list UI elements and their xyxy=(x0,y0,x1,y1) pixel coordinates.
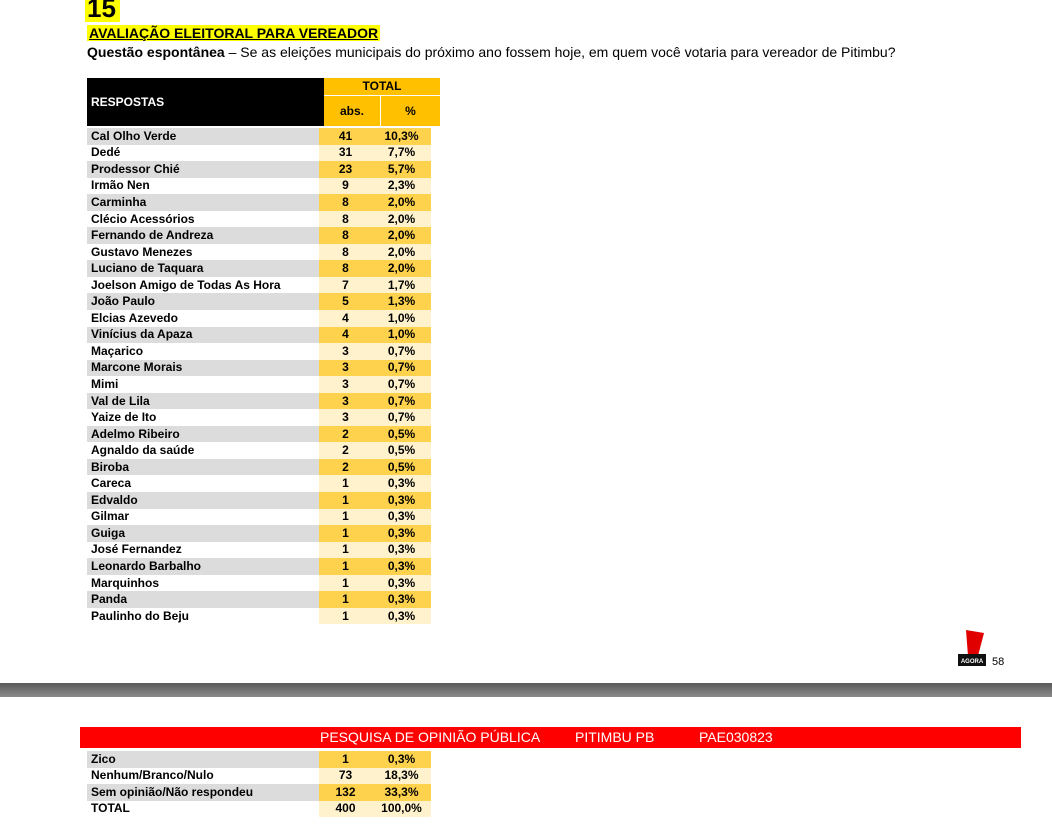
table-row xyxy=(87,525,431,542)
row-name: Agnaldo da saúde xyxy=(87,442,319,459)
row-abs: 8 xyxy=(319,227,372,244)
table-row xyxy=(87,310,431,327)
row-pct: 0,5% xyxy=(372,442,431,459)
row-name: Fernando de Andreza xyxy=(87,227,319,244)
row-name: Dedé xyxy=(87,145,319,162)
table-row xyxy=(87,575,431,592)
table-row xyxy=(87,211,431,228)
row-abs: 4 xyxy=(319,327,372,344)
row-name: Mimi xyxy=(87,376,319,393)
row-pct: 2,0% xyxy=(372,194,431,211)
row-abs: 41 xyxy=(319,128,372,145)
row-pct: 100,0% xyxy=(372,801,431,818)
row-name: Yaize de Ito xyxy=(87,409,319,426)
table-row xyxy=(87,442,431,459)
row-name: Carminha xyxy=(87,194,319,211)
row-name: Paulinho do Beju xyxy=(87,608,319,625)
row-abs: 8 xyxy=(319,211,372,228)
page-number: 58 xyxy=(992,656,1005,668)
row-name: Prodessor Chié xyxy=(87,161,319,178)
row-pct: 0,5% xyxy=(372,426,431,443)
row-name: Gilmar xyxy=(87,509,319,526)
table-row xyxy=(87,260,431,277)
row-abs: 400 xyxy=(319,801,372,818)
row-abs: 1 xyxy=(319,751,372,768)
row-pct: 0,7% xyxy=(372,343,431,360)
row-pct: 2,0% xyxy=(372,211,431,228)
header-total: TOTAL xyxy=(324,78,440,95)
row-abs: 1 xyxy=(319,475,372,492)
row-pct: 0,3% xyxy=(372,509,431,526)
row-pct: 0,3% xyxy=(372,608,431,625)
table-row xyxy=(87,128,431,145)
results-table xyxy=(87,128,431,624)
table-row xyxy=(87,293,431,310)
row-abs: 8 xyxy=(319,244,372,261)
row-name: José Fernandez xyxy=(87,542,319,559)
row-abs: 3 xyxy=(319,343,372,360)
row-abs: 2 xyxy=(319,442,372,459)
row-pct: 2,0% xyxy=(372,244,431,261)
survey-code: PAE030823 xyxy=(699,729,773,745)
table-row xyxy=(87,475,431,492)
survey-city: PITIMBU PB xyxy=(575,729,655,745)
row-pct: 0,3% xyxy=(372,542,431,559)
table-row xyxy=(87,178,431,195)
row-pct: 1,0% xyxy=(372,310,431,327)
table-row xyxy=(87,145,431,162)
row-name: Guiga xyxy=(87,525,319,542)
row-abs: 3 xyxy=(319,409,372,426)
row-pct: 1,7% xyxy=(372,277,431,294)
row-pct: 0,3% xyxy=(372,575,431,592)
question xyxy=(87,44,896,60)
row-abs: 2 xyxy=(319,426,372,443)
row-abs: 9 xyxy=(319,178,372,195)
logo-text: AGORA xyxy=(960,659,984,665)
row-pct: 0,3% xyxy=(372,751,431,768)
table-row xyxy=(87,227,431,244)
row-pct: 10,3% xyxy=(372,128,431,145)
table-row xyxy=(87,194,431,211)
table-row xyxy=(87,801,431,818)
agora-logo xyxy=(956,630,988,668)
row-pct: 2,0% xyxy=(372,260,431,277)
row-name: Panda xyxy=(87,591,319,608)
row-pct: 0,3% xyxy=(372,525,431,542)
table-row xyxy=(87,591,431,608)
row-abs: 23 xyxy=(319,161,372,178)
page-separator xyxy=(0,683,1052,697)
row-name: Sem opinião/Não respondeu xyxy=(87,784,319,801)
row-abs: 2 xyxy=(319,459,372,476)
table-row xyxy=(87,509,431,526)
row-abs: 3 xyxy=(319,393,372,410)
row-name: Adelmo Ribeiro xyxy=(87,426,319,443)
row-abs: 1 xyxy=(319,575,372,592)
row-abs: 1 xyxy=(319,542,372,559)
row-abs: 5 xyxy=(319,293,372,310)
table-row xyxy=(87,409,431,426)
header-pct: % xyxy=(381,96,440,126)
row-abs: 3 xyxy=(319,360,372,377)
row-name: Edvaldo xyxy=(87,492,319,509)
row-name: João Paulo xyxy=(87,293,319,310)
survey-header-bar xyxy=(80,727,1021,748)
table-row xyxy=(87,542,431,559)
table-row xyxy=(87,784,431,801)
row-name: Cal Olho Verde xyxy=(87,128,319,145)
row-abs: 31 xyxy=(319,145,372,162)
row-name: Val de Lila xyxy=(87,393,319,410)
row-name: Joelson Amigo de Todas As Hora xyxy=(87,277,319,294)
row-abs: 1 xyxy=(319,509,372,526)
row-pct: 33,3% xyxy=(372,784,431,801)
row-name: Marcone Morais xyxy=(87,360,319,377)
row-abs: 1 xyxy=(319,608,372,625)
table-row xyxy=(87,327,431,344)
row-pct: 0,5% xyxy=(372,459,431,476)
question-label: Questão espontânea xyxy=(87,44,225,60)
row-pct: 0,7% xyxy=(372,376,431,393)
row-abs: 3 xyxy=(319,376,372,393)
table-row xyxy=(87,360,431,377)
row-name: Careca xyxy=(87,475,319,492)
row-name: Zico xyxy=(87,751,319,768)
row-pct: 0,7% xyxy=(372,393,431,410)
row-pct: 5,7% xyxy=(372,161,431,178)
table-row xyxy=(87,768,431,785)
row-name: Vinícius da Apaza xyxy=(87,327,319,344)
table-row xyxy=(87,608,431,625)
row-abs: 7 xyxy=(319,277,372,294)
row-abs: 1 xyxy=(319,525,372,542)
row-name: Luciano de Taquara xyxy=(87,260,319,277)
row-abs: 73 xyxy=(319,768,372,785)
row-name: Leonardo Barbalho xyxy=(87,558,319,575)
row-name: Maçarico xyxy=(87,343,319,360)
section-title: AVALIAÇÃO ELEITORAL PARA VEREADOR xyxy=(89,25,379,41)
row-abs: 8 xyxy=(319,194,372,211)
row-abs: 4 xyxy=(319,310,372,327)
header-abs: abs. xyxy=(324,96,380,126)
row-pct: 0,7% xyxy=(372,409,431,426)
table-row xyxy=(87,459,431,476)
row-pct: 0,3% xyxy=(372,591,431,608)
row-name: Elcias Azevedo xyxy=(87,310,319,327)
header-respostas: RESPOSTAS xyxy=(87,78,324,126)
row-pct: 7,7% xyxy=(372,145,431,162)
section-number: 15 xyxy=(85,0,120,22)
row-name: Clécio Acessórios xyxy=(87,211,319,228)
table-row xyxy=(87,751,431,768)
table-row xyxy=(87,161,431,178)
row-pct: 2,3% xyxy=(372,178,431,195)
row-pct: 1,0% xyxy=(372,327,431,344)
row-pct: 18,3% xyxy=(372,768,431,785)
row-name: TOTAL xyxy=(87,801,319,818)
row-pct: 0,3% xyxy=(372,475,431,492)
table-row xyxy=(87,492,431,509)
row-abs: 1 xyxy=(319,492,372,509)
row-name: Biroba xyxy=(87,459,319,476)
row-pct: 0,3% xyxy=(372,492,431,509)
table-row xyxy=(87,277,431,294)
table-row xyxy=(87,393,431,410)
row-abs: 1 xyxy=(319,558,372,575)
row-pct: 2,0% xyxy=(372,227,431,244)
survey-title: PESQUISA DE OPINIÃO PÚBLICA xyxy=(320,729,541,745)
table-row xyxy=(87,244,431,261)
table-row xyxy=(87,558,431,575)
row-name: Irmão Nen xyxy=(87,178,319,195)
question-text: – Se as eleições municipais do próximo ano fossem hoje, em quem você votaria para vereador de Pitimbu? xyxy=(224,44,896,60)
row-pct: 0,3% xyxy=(372,558,431,575)
table-row xyxy=(87,376,431,393)
results-table-continued xyxy=(87,751,431,817)
row-name: Nenhum/Branco/Nulo xyxy=(87,768,319,785)
row-pct: 0,7% xyxy=(372,360,431,377)
row-abs: 132 xyxy=(319,784,372,801)
table-row xyxy=(87,343,431,360)
table-row xyxy=(87,426,431,443)
row-pct: 1,3% xyxy=(372,293,431,310)
row-abs: 1 xyxy=(319,591,372,608)
row-name: Marquinhos xyxy=(87,575,319,592)
row-name: Gustavo Menezes xyxy=(87,244,319,261)
row-abs: 8 xyxy=(319,260,372,277)
